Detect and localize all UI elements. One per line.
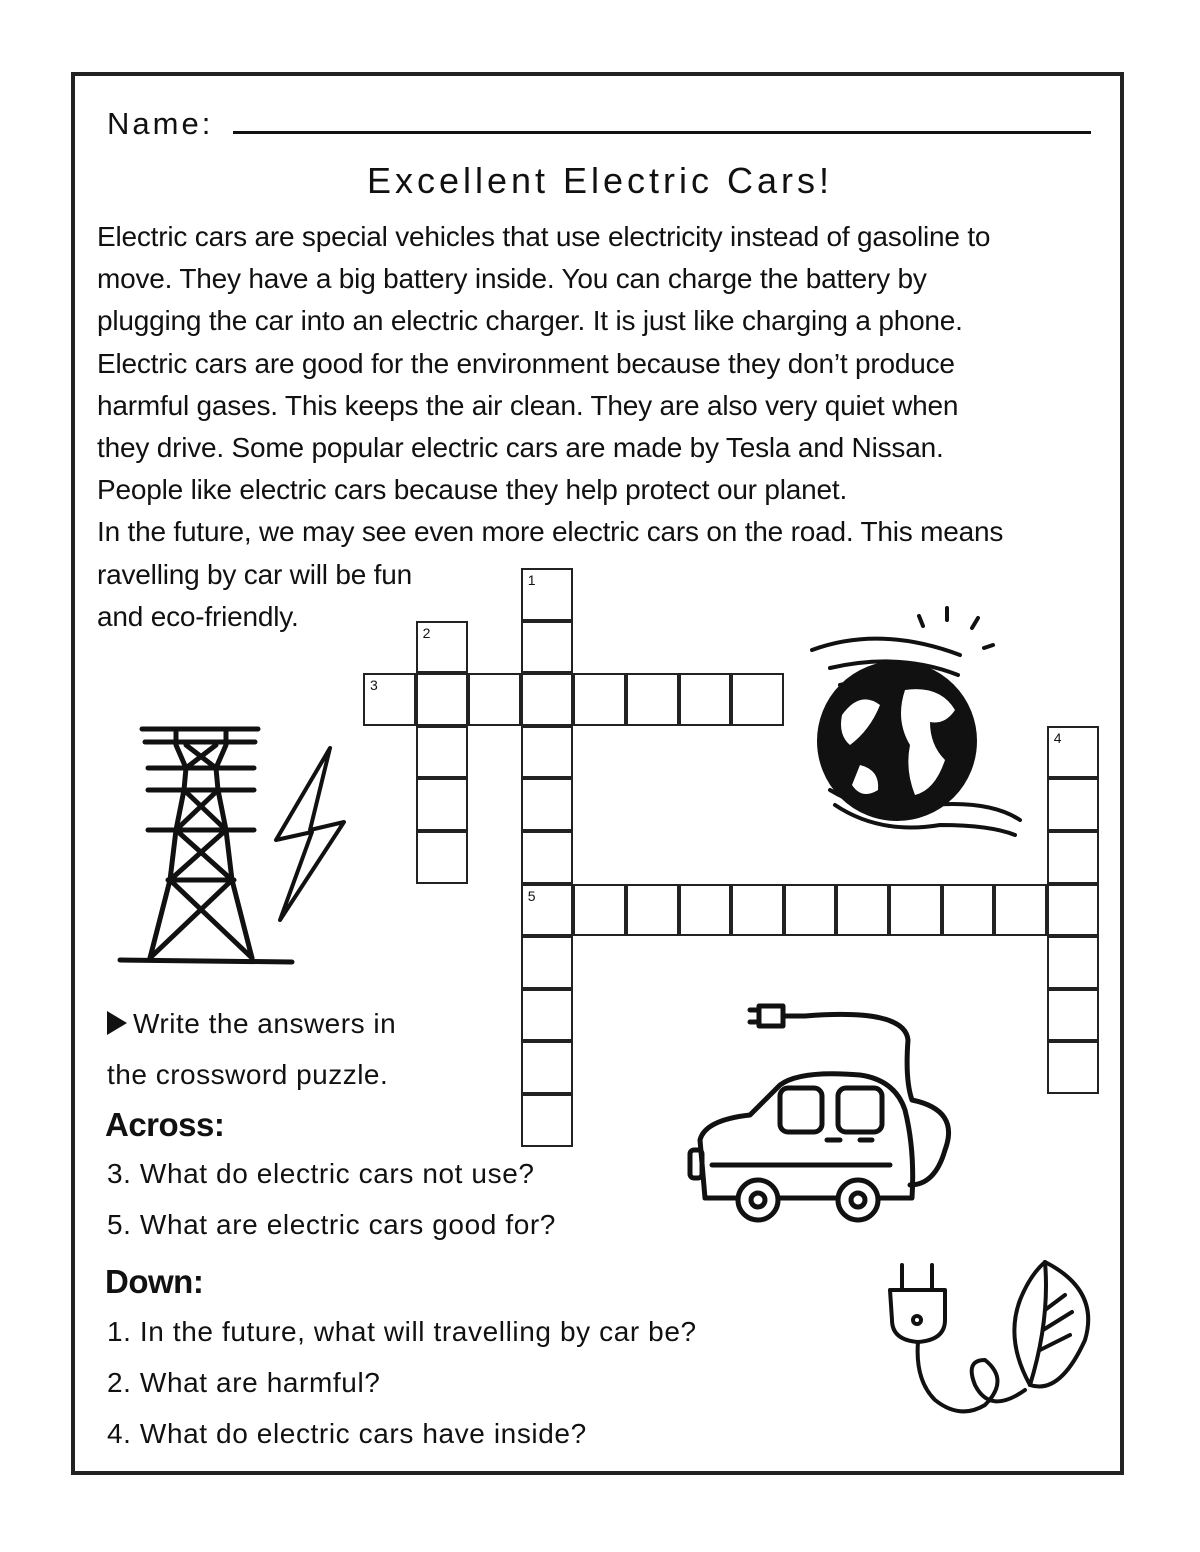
crossword-cell[interactable] [679,884,732,937]
crossword-cell[interactable] [521,621,574,674]
crossword-cell[interactable] [626,884,679,937]
crossword-cell[interactable] [416,778,469,831]
crossword-cell[interactable] [416,831,469,884]
down-clue: 1. In the future, what will travelling by car be? [107,1316,697,1347]
instructions [107,998,396,1100]
crossword-cell[interactable] [1047,989,1100,1042]
across-heading: Across: [105,1106,225,1143]
crossword-cell[interactable] [731,673,784,726]
crossword-cell[interactable] [573,673,626,726]
crossword-cell[interactable] [1047,831,1100,884]
crossword-cell[interactable] [521,936,574,989]
name-label: Name: [107,106,214,141]
lightning-bolt-icon [276,748,344,920]
crossword-cell[interactable] [416,673,469,726]
crossword-cell[interactable] [1047,778,1100,831]
crossword-cell[interactable] [521,726,574,779]
down-heading: Down: [105,1263,204,1300]
crossword-cell[interactable] [1047,936,1100,989]
clue-number: 4 [1053,729,1062,746]
worksheet-title: Excellent Electric Cars! [366,160,834,201]
passage-line: harmful gases. This keeps the air clean. They are also very quiet when [97,389,959,421]
crossword-cell[interactable] [573,884,626,937]
clue-number: 1 [527,572,536,588]
crossword-cell[interactable] [836,884,889,937]
crossword-cell[interactable] [889,884,942,937]
down-clue: 2. What are harmful? [107,1367,381,1398]
play-arrow-icon [107,1011,127,1035]
crossword-cell[interactable] [942,884,995,937]
electric-car-icon [690,1006,949,1220]
crossword-cell[interactable] [1047,884,1100,937]
crossword-cell[interactable] [363,673,416,726]
crossword-cell[interactable] [1047,1041,1100,1094]
passage-line: Electric cars are special vehicles that use electricity instead of gasoline to [97,221,991,252]
earth-in-hands-icon [812,608,1020,835]
crossword-cell[interactable] [626,673,679,726]
passage-line: Electric cars are good for the environment because they don’t produce [97,347,955,379]
crossword-cell[interactable] [521,1094,574,1147]
crossword-cell[interactable] [521,568,574,621]
passage-line: In the future, we may see even more electric cars on the road. This means [97,516,1004,548]
clue-number: 3 [370,677,378,694]
crossword-cell[interactable] [784,884,837,937]
plug-leaf-icon [890,1262,1088,1411]
crossword-cell[interactable] [416,621,469,674]
crossword-cell[interactable] [416,726,469,779]
crossword-cell[interactable] [521,884,574,937]
passage-line: they drive. Some popular electric cars are made by Tesla and Nissan. [97,432,944,464]
crossword-cell[interactable] [521,989,574,1042]
crossword-cell[interactable] [679,673,732,726]
crossword-cell[interactable] [468,673,521,726]
across-clue: 5. What are electric cars good for? [107,1209,556,1240]
passage-line: and eco-friendly. [97,600,299,632]
crossword-cell[interactable] [521,831,574,884]
instructions-line: the crossword puzzle. [107,1059,389,1090]
clue-number: 5 [527,887,536,904]
instructions-line: Write the answers in [133,1008,397,1039]
crossword-cell[interactable] [521,778,574,831]
across-clue: 3. What do electric cars not use? [107,1158,535,1189]
down-clue: 4. What do electric cars have inside? [107,1418,587,1449]
passage-line: ravelling by car will be fun [97,558,412,590]
crossword-cell[interactable] [994,884,1047,937]
passage-line: plugging the car into an electric charger. It is just like charging a phone. [97,305,963,337]
clue-number: 2 [422,624,431,641]
passage-line: People like electric cars because they help protect our planet. [97,474,848,506]
power-tower-icon [120,729,292,962]
crossword-cell[interactable] [521,1041,574,1094]
passage-line: move. They have a big battery inside. You can charge the battery by [97,263,927,295]
crossword-cell[interactable] [1047,726,1100,779]
crossword-cell[interactable] [731,884,784,937]
crossword-cell[interactable] [521,673,574,726]
